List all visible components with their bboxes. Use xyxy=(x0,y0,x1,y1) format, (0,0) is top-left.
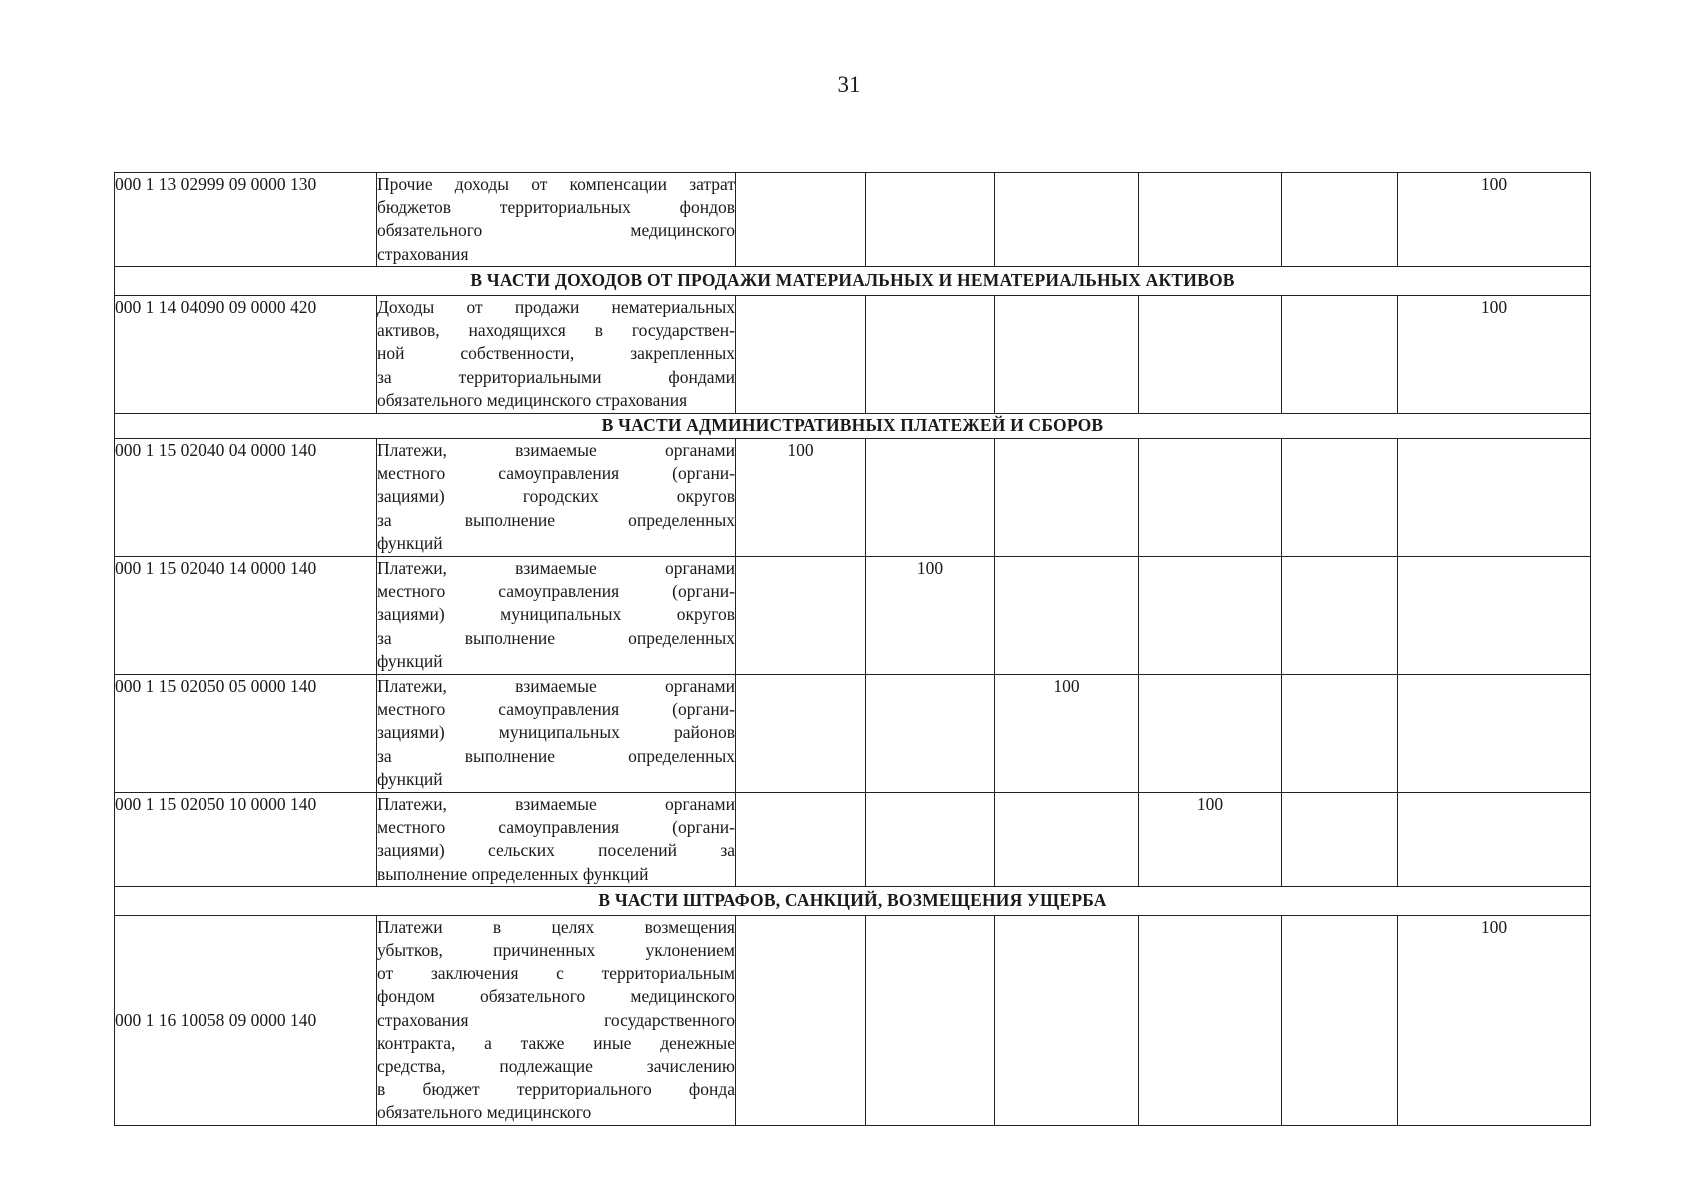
share-value-cell xyxy=(1398,557,1591,675)
budget-code-cell: 000 1 15 02040 14 0000 140 xyxy=(115,557,377,675)
share-value-cell xyxy=(1282,675,1398,793)
description-line: за выполнение определенных xyxy=(377,627,735,648)
share-value-cell xyxy=(1282,173,1398,267)
description-line: ной собственности, закрепленных xyxy=(377,343,735,364)
description-line: средства, подлежащие зачислению xyxy=(377,1056,735,1077)
income-description-cell xyxy=(377,173,736,267)
share-value-cell xyxy=(1398,675,1591,793)
table-row xyxy=(115,675,1591,793)
income-description-cell xyxy=(377,296,736,414)
share-value-cell xyxy=(1139,296,1282,414)
share-value-cell: 100 xyxy=(736,439,866,557)
table-row xyxy=(115,439,1591,557)
share-value-cell xyxy=(1139,557,1282,675)
income-description-cell xyxy=(377,439,736,557)
share-value-cell xyxy=(1398,793,1591,887)
description-line: Платежи, взимаемые органами xyxy=(377,558,735,578)
share-value-cell: 100 xyxy=(866,557,995,675)
section-title: В ЧАСТИ АДМИНИСТРАТИВНЫХ ПЛАТЕЖЕЙ И СБОРОВ xyxy=(115,414,1591,439)
share-value-cell xyxy=(1139,915,1282,1125)
budget-code-cell: 000 1 15 02050 10 0000 140 xyxy=(115,793,377,887)
budget-code-cell: 000 1 14 04090 09 0000 420 xyxy=(115,296,377,414)
income-description-cell xyxy=(377,557,736,675)
table-row xyxy=(115,557,1591,675)
description-line: обязательного медицинского страхования xyxy=(377,389,688,410)
section-header-row xyxy=(115,414,1591,439)
description-line: выполнение определенных функций xyxy=(377,863,649,884)
description-line: функций xyxy=(377,650,443,671)
description-line: Доходы от продажи нематериальных xyxy=(377,297,735,317)
description-line: от заключения с территориальным xyxy=(377,963,735,984)
income-description-cell xyxy=(377,675,736,793)
description-line: Прочие доходы от компенсации затрат xyxy=(377,174,735,194)
section-title: В ЧАСТИ ШТРАФОВ, САНКЦИЙ, ВОЗМЕЩЕНИЯ УЩЕРБА xyxy=(115,886,1591,915)
description-line: функций xyxy=(377,768,443,789)
share-value-cell xyxy=(866,675,995,793)
share-value-cell xyxy=(995,793,1139,887)
share-value-cell xyxy=(736,915,866,1125)
share-value-cell xyxy=(995,296,1139,414)
share-value-cell xyxy=(1282,557,1398,675)
share-value-cell xyxy=(866,296,995,414)
share-value-cell xyxy=(995,915,1139,1125)
share-value-cell xyxy=(1282,793,1398,887)
share-value-cell xyxy=(1139,439,1282,557)
description-line: Платежи, взимаемые органами xyxy=(377,676,735,696)
share-value-cell: 100 xyxy=(995,675,1139,793)
budget-revenue-table xyxy=(114,172,1591,1126)
description-line: активов, находящихся в государствен- xyxy=(377,320,735,341)
description-line: местного самоуправления (органи- xyxy=(377,817,735,838)
share-value-cell xyxy=(1282,915,1398,1125)
income-description-cell xyxy=(377,793,736,887)
description-line: страхования государственного xyxy=(377,1009,735,1030)
share-value-cell xyxy=(736,296,866,414)
description-line: Платежи, взимаемые органами xyxy=(377,440,735,460)
share-value-cell xyxy=(866,173,995,267)
description-line: фондом обязательного медицинского xyxy=(377,986,735,1007)
share-value-cell xyxy=(866,439,995,557)
budget-code-cell: 000 1 15 02040 04 0000 140 xyxy=(115,439,377,557)
table-body xyxy=(115,173,1591,1126)
description-line: Платежи, взимаемые органами xyxy=(377,794,735,814)
budget-code-cell: 000 1 16 10058 09 0000 140 xyxy=(115,915,377,1125)
section-header-row xyxy=(115,267,1591,296)
share-value-cell xyxy=(736,793,866,887)
share-value-cell xyxy=(866,793,995,887)
description-line: убытков, причиненных уклонением xyxy=(377,940,735,961)
description-line: местного самоуправления (органи- xyxy=(377,699,735,720)
table-row xyxy=(115,915,1591,1125)
share-value-cell xyxy=(1282,439,1398,557)
description-line: страхования xyxy=(377,243,469,264)
page-number: 31 xyxy=(837,72,861,97)
income-description-cell xyxy=(377,915,736,1125)
section-title: В ЧАСТИ ДОХОДОВ ОТ ПРОДАЖИ МАТЕРИАЛЬНЫХ И НЕМАТЕРИАЛЬНЫХ АКТИВОВ xyxy=(115,267,1591,296)
share-value-cell xyxy=(1139,173,1282,267)
share-value-cell: 100 xyxy=(1398,296,1591,414)
description-line: зациями) сельских поселений за xyxy=(377,840,735,861)
description-line: за выполнение определенных xyxy=(377,745,735,766)
description-line: контракта, а также иные денежные xyxy=(377,1032,735,1053)
budget-code-cell: 000 1 15 02050 05 0000 140 xyxy=(115,675,377,793)
share-value-cell xyxy=(995,439,1139,557)
share-value-cell: 100 xyxy=(1398,915,1591,1125)
description-line: за территориальными фондами xyxy=(377,366,735,387)
description-line: функций xyxy=(377,532,443,553)
share-value-cell xyxy=(866,915,995,1125)
description-line: зациями) муниципальных районов xyxy=(377,722,735,743)
table-row xyxy=(115,296,1591,414)
budget-code-cell: 000 1 13 02999 09 0000 130 xyxy=(115,173,377,267)
share-value-cell xyxy=(736,173,866,267)
table-row xyxy=(115,173,1591,267)
description-line: зациями) городских округов xyxy=(377,486,735,507)
description-line: обязательного медицинского xyxy=(377,220,735,241)
description-line: в бюджет территориального фонда xyxy=(377,1079,735,1100)
share-value-cell: 100 xyxy=(1139,793,1282,887)
share-value-cell: 100 xyxy=(1398,173,1591,267)
share-value-cell xyxy=(1282,296,1398,414)
description-line: местного самоуправления (органи- xyxy=(377,463,735,484)
description-line: за выполнение определенных xyxy=(377,509,735,530)
share-value-cell xyxy=(1398,439,1591,557)
description-line: Платежи в целях возмещения xyxy=(377,916,735,937)
description-line: бюджетов территориальных фондов xyxy=(377,197,735,218)
share-value-cell xyxy=(736,675,866,793)
description-line: обязательного медицинского xyxy=(377,1102,592,1123)
description-line: местного самоуправления (органи- xyxy=(377,581,735,602)
share-value-cell xyxy=(736,557,866,675)
section-header-row xyxy=(115,886,1591,915)
table-row xyxy=(115,793,1591,887)
share-value-cell xyxy=(995,557,1139,675)
description-line: зациями) муниципальных округов xyxy=(377,604,735,625)
share-value-cell xyxy=(1139,675,1282,793)
share-value-cell xyxy=(995,173,1139,267)
